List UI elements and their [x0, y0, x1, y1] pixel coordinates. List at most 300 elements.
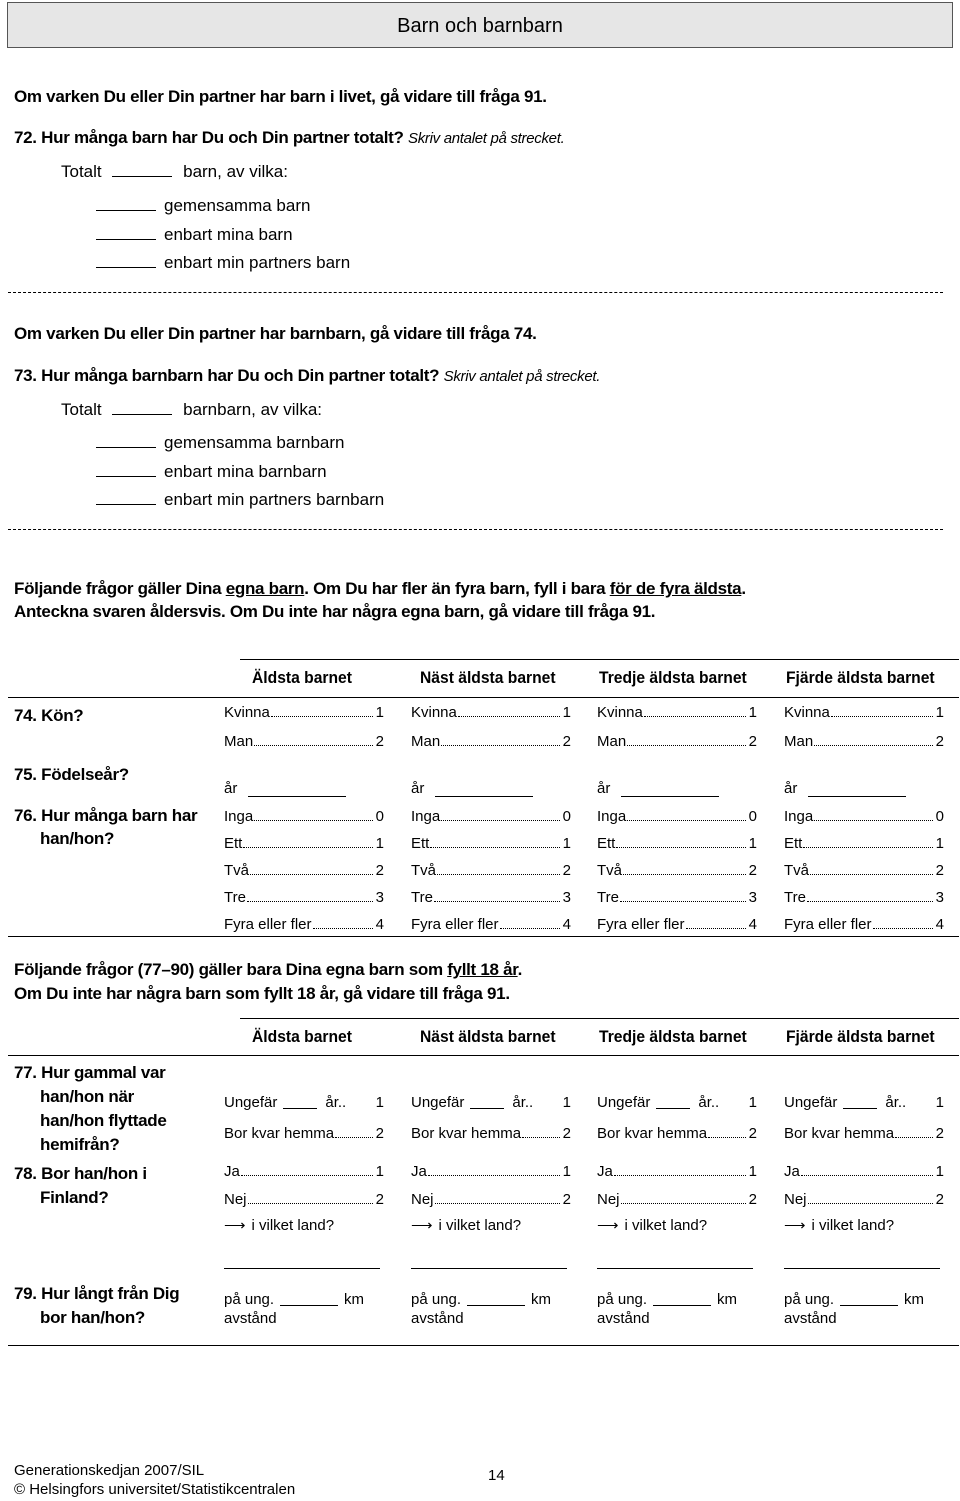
- question-78-label: 78. Bor han/hon i: [14, 1164, 147, 1183]
- option-code: 2: [935, 733, 944, 750]
- option-code: 2: [935, 1125, 944, 1142]
- option-label: Inga: [411, 808, 441, 825]
- option-code: 4: [562, 916, 571, 933]
- option-code: 2: [748, 1191, 757, 1208]
- option-label: Tre: [597, 889, 619, 906]
- leader-dots: [708, 1125, 746, 1138]
- leader-dots: [435, 1191, 560, 1204]
- intro-73: Om varken Du eller Din partner har barnbarn, gå vidare till fråga 74.: [14, 324, 537, 343]
- option-code: 1: [375, 1163, 384, 1180]
- option-children-count[interactable]: [784, 862, 944, 879]
- leader-dots: [458, 704, 560, 717]
- info-text-2b: Om Du inte har några barn som fyllt 18 år, gå vidare till fråga 91.: [14, 984, 510, 1003]
- leader-dots: [434, 889, 560, 902]
- leader-dots: [808, 1191, 933, 1204]
- column-header: Tredje äldsta barnet: [599, 668, 747, 687]
- leader-dots: [616, 835, 745, 848]
- arrow-right-icon: ⟶: [597, 1217, 619, 1234]
- option-code: 1: [375, 1094, 384, 1111]
- option-label: Nej: [224, 1191, 247, 1208]
- page-number: 14: [488, 1467, 505, 1484]
- arrow-right-icon: ⟶: [411, 1217, 433, 1234]
- option-label: Man: [224, 733, 254, 750]
- option-code: 3: [935, 889, 944, 906]
- option-children-count[interactable]: [411, 808, 571, 825]
- item-label: enbart min partners barnbarn: [164, 490, 385, 509]
- option-man[interactable]: [411, 733, 571, 750]
- header-bar: [7, 2, 953, 48]
- option-children-count[interactable]: [224, 835, 384, 852]
- which-country-prompt: [597, 1216, 707, 1234]
- option-code: 0: [748, 808, 757, 825]
- option-ungefar[interactable]: [411, 1094, 571, 1111]
- column-header: Fjärde äldsta barnet: [786, 668, 935, 687]
- option-code: 1: [748, 1163, 757, 1180]
- option-label: Två: [784, 862, 810, 879]
- leader-dots: [831, 704, 933, 717]
- total-suffix: barn, av vilka:: [183, 162, 288, 181]
- distance-field[interactable]: [280, 1291, 338, 1306]
- leader-dots: [623, 862, 746, 875]
- option-code: 2: [562, 1125, 571, 1142]
- option-code: 1: [935, 704, 944, 721]
- option-children-count[interactable]: [784, 835, 944, 852]
- birth-year-label: år: [224, 780, 238, 797]
- age-field[interactable]: [656, 1094, 690, 1109]
- item-row: [96, 462, 327, 482]
- option-code: 2: [375, 733, 384, 750]
- item-row: [96, 433, 344, 453]
- option-code: 1: [562, 1163, 571, 1180]
- leader-dots: [441, 733, 559, 746]
- info-part: . Om Du har fler än fyra barn, fyll i bara: [304, 579, 610, 598]
- distance-label: på ung.: [597, 1291, 648, 1308]
- option-ja[interactable]: [597, 1163, 757, 1180]
- option-nej[interactable]: [224, 1191, 384, 1208]
- birth-year-label: år: [597, 780, 611, 797]
- info-part: Följande frågor gäller Dina: [14, 579, 226, 598]
- option-code: 1: [562, 704, 571, 721]
- option-label: år..: [885, 1094, 907, 1111]
- arrow-right-icon: ⟶: [784, 1217, 806, 1234]
- distance-unit: km: [717, 1291, 738, 1308]
- option-code: 2: [562, 733, 571, 750]
- leader-dots: [807, 889, 933, 902]
- instruction-72: Skriv antalet på strecket.: [408, 130, 565, 147]
- column-header: Fjärde äldsta barnet: [786, 1027, 935, 1046]
- option-code: 3: [748, 889, 757, 906]
- option-label: Tre: [411, 889, 433, 906]
- option-code: 2: [748, 1125, 757, 1142]
- count-field[interactable]: [96, 253, 156, 268]
- option-bor-kvar-hemma[interactable]: [784, 1125, 944, 1142]
- option-kvinna[interactable]: [411, 704, 571, 721]
- question-75-label: 75. Födelseår?: [14, 765, 129, 784]
- spacer: [533, 1094, 562, 1111]
- footer-line-1: Generationskedjan 2007/SIL: [14, 1462, 205, 1479]
- option-code: 4: [748, 916, 757, 933]
- followup-label: i vilket land?: [438, 1217, 522, 1234]
- item-label: enbart min partners barn: [164, 253, 351, 272]
- option-children-count[interactable]: [411, 889, 571, 906]
- option-children-count[interactable]: [224, 916, 384, 933]
- option-label: Två: [224, 862, 250, 879]
- distance-label: på ung.: [784, 1291, 835, 1308]
- leader-dots: [627, 733, 745, 746]
- leader-dots: [803, 835, 932, 848]
- column-header: Näst äldsta barnet: [420, 668, 556, 687]
- option-children-count[interactable]: [224, 862, 384, 879]
- option-code: 3: [562, 889, 571, 906]
- table-top-rule: [240, 659, 959, 660]
- total-row-73: [61, 400, 322, 420]
- leader-dots: [522, 1125, 560, 1138]
- intro-72: Om varken Du eller Din partner har barn i livet, gå vidare till fråga 91.: [14, 87, 547, 106]
- followup-label: i vilket land?: [251, 1217, 335, 1234]
- option-label: Ungefär: [597, 1094, 651, 1111]
- option-ja[interactable]: [411, 1163, 571, 1180]
- option-code: 0: [562, 808, 571, 825]
- item-label: enbart mina barn: [164, 225, 293, 244]
- option-nej[interactable]: [411, 1191, 571, 1208]
- leader-dots: [437, 862, 560, 875]
- option-code: 1: [935, 1094, 944, 1111]
- option-label: Två: [411, 862, 437, 879]
- option-label: Inga: [597, 808, 627, 825]
- option-code: 1: [562, 1094, 571, 1111]
- option-code: 1: [748, 704, 757, 721]
- question-77-label: 77. Hur gammal var: [14, 1063, 166, 1082]
- spacer: [906, 1094, 935, 1111]
- spacer: [719, 1094, 748, 1111]
- option-label: år..: [325, 1094, 347, 1111]
- leader-dots: [810, 862, 933, 875]
- which-country-prompt: [784, 1216, 894, 1234]
- option-label: Fyra eller fler: [784, 916, 872, 933]
- leader-dots: [335, 1125, 373, 1138]
- info-text-2: [14, 960, 522, 980]
- info-part: .: [517, 960, 523, 979]
- option-code: 2: [375, 862, 384, 879]
- option-code: 1: [935, 1163, 944, 1180]
- option-label: Bor kvar hemma: [597, 1125, 708, 1142]
- leader-dots: [873, 916, 933, 929]
- leader-dots: [247, 889, 373, 902]
- distance-row: [597, 1291, 757, 1308]
- option-label: Ett: [224, 835, 243, 852]
- option-kvinna[interactable]: [597, 704, 757, 721]
- leader-dots: [243, 835, 372, 848]
- total-grandchildren-field[interactable]: [112, 400, 172, 415]
- leader-dots: [614, 1163, 746, 1176]
- question-74-label: 74. Kön?: [14, 706, 84, 725]
- leader-dots: [801, 1163, 933, 1176]
- option-children-count[interactable]: [784, 916, 944, 933]
- leader-dots: [428, 1163, 560, 1176]
- column-header: Äldsta barnet: [252, 1027, 352, 1046]
- info-text-1b: Anteckna svaren åldersvis. Om Du inte har några egna barn, gå vidare till fråga 91.: [14, 602, 656, 621]
- leader-dots: [686, 916, 746, 929]
- birth-year-field[interactable]: [621, 796, 719, 797]
- option-label: Bor kvar hemma: [784, 1125, 895, 1142]
- option-label: Kvinna: [411, 704, 457, 721]
- option-code: 2: [935, 1191, 944, 1208]
- option-ungefar[interactable]: [597, 1094, 757, 1111]
- option-label: Bor kvar hemma: [224, 1125, 335, 1142]
- option-label: Inga: [784, 808, 814, 825]
- option-label: Man: [597, 733, 627, 750]
- option-code: 2: [748, 862, 757, 879]
- option-label: Fyra eller fler: [411, 916, 499, 933]
- option-ungefar[interactable]: [224, 1094, 384, 1111]
- option-ja[interactable]: [224, 1163, 384, 1180]
- option-label: Kvinna: [597, 704, 643, 721]
- info-underlined: egna barn: [225, 579, 305, 598]
- option-label: Tre: [784, 889, 806, 906]
- total-suffix: barnbarn, av vilka:: [183, 400, 323, 419]
- option-code: 2: [375, 1191, 384, 1208]
- total-prefix: Totalt: [61, 162, 102, 181]
- question-77-label-2: han/hon när: [40, 1087, 134, 1106]
- option-children-count[interactable]: [597, 808, 757, 825]
- option-code: 1: [748, 835, 757, 852]
- table-header-rule: [8, 1055, 959, 1056]
- leader-dots: [248, 1191, 373, 1204]
- item-label: gemensamma barn: [164, 196, 311, 215]
- option-children-count[interactable]: [597, 889, 757, 906]
- option-bor-kvar-hemma[interactable]: [597, 1125, 757, 1142]
- question-72-text: 72. Hur många barn har Du och Din partner totalt?: [14, 128, 404, 147]
- birth-year-field[interactable]: [435, 796, 533, 797]
- question-77-label-4: hemifrån?: [40, 1135, 120, 1154]
- info-part: .: [741, 579, 746, 598]
- option-code: 4: [935, 916, 944, 933]
- option-kvinna[interactable]: [224, 704, 384, 721]
- option-label: Nej: [784, 1191, 807, 1208]
- option-label: år..: [512, 1094, 534, 1111]
- option-label: Fyra eller fler: [597, 916, 685, 933]
- column-header: Äldsta barnet: [252, 668, 352, 687]
- arrow-right-icon: ⟶: [224, 1217, 246, 1234]
- option-code: 1: [748, 1094, 757, 1111]
- count-field[interactable]: [96, 433, 156, 448]
- option-ja[interactable]: [784, 1163, 944, 1180]
- leader-dots: [814, 733, 932, 746]
- birth-year-field[interactable]: [248, 796, 346, 797]
- option-code: 1: [935, 835, 944, 852]
- option-man[interactable]: [597, 733, 757, 750]
- option-label: Ungefär: [784, 1094, 838, 1111]
- leader-dots: [271, 704, 373, 717]
- option-label: Ja: [597, 1163, 613, 1180]
- question-79-label: 79. Hur långt från Dig: [14, 1284, 180, 1303]
- column-header: Tredje äldsta barnet: [599, 1027, 747, 1046]
- age-field[interactable]: [283, 1094, 317, 1109]
- distance-field[interactable]: [653, 1291, 711, 1306]
- option-label: Nej: [411, 1191, 434, 1208]
- option-label: Ungefär: [224, 1094, 278, 1111]
- option-children-count[interactable]: [597, 835, 757, 852]
- option-label: Ja: [411, 1163, 427, 1180]
- option-children-count[interactable]: [411, 916, 571, 933]
- distance-field[interactable]: [840, 1291, 898, 1306]
- option-label: Ett: [597, 835, 616, 852]
- country-field[interactable]: [411, 1268, 567, 1269]
- distance-unit: km: [344, 1291, 365, 1308]
- leader-dots: [250, 862, 373, 875]
- option-children-count[interactable]: [411, 862, 571, 879]
- option-nej[interactable]: [784, 1191, 944, 1208]
- option-code: 3: [375, 889, 384, 906]
- option-nej[interactable]: [597, 1191, 757, 1208]
- divider: [8, 529, 943, 530]
- total-prefix: Totalt: [61, 400, 102, 419]
- option-children-count[interactable]: [784, 808, 944, 825]
- info-text-1: [14, 579, 746, 599]
- option-code: 2: [562, 862, 571, 879]
- item-row: [96, 253, 350, 273]
- option-label: Ja: [784, 1163, 800, 1180]
- birth-year-field[interactable]: [808, 796, 906, 797]
- option-kvinna[interactable]: [784, 704, 944, 721]
- leader-dots: [814, 808, 932, 821]
- age-field[interactable]: [470, 1094, 504, 1109]
- option-label: Kvinna: [784, 704, 830, 721]
- option-code: 2: [748, 733, 757, 750]
- total-row-72: [61, 162, 288, 182]
- total-children-field[interactable]: [112, 162, 172, 177]
- item-row: [96, 490, 384, 510]
- option-code: 0: [375, 808, 384, 825]
- question-76-label: 76. Hur många barn har: [14, 806, 198, 825]
- option-label: Ungefär: [411, 1094, 465, 1111]
- option-bor-kvar-hemma[interactable]: [224, 1125, 384, 1142]
- table-bottom-rule: [8, 1345, 959, 1346]
- instruction-73: Skriv antalet på strecket.: [443, 368, 601, 385]
- leader-dots: [621, 1191, 746, 1204]
- distance-unit: km: [531, 1291, 552, 1308]
- distance-label-2: avstånd: [597, 1310, 650, 1327]
- distance-row: [224, 1291, 384, 1308]
- followup-label: i vilket land?: [811, 1217, 895, 1234]
- option-label: Inga: [224, 808, 254, 825]
- info-part: Följande frågor (77–90) gäller bara Dina egna barn som: [14, 960, 448, 979]
- spacer: [346, 1094, 375, 1111]
- divider: [8, 292, 943, 293]
- info-underlined: fyllt 18 år: [447, 960, 518, 979]
- item-row: [96, 225, 293, 245]
- option-label: Ett: [784, 835, 803, 852]
- count-field[interactable]: [96, 196, 156, 211]
- option-label: Bor kvar hemma: [411, 1125, 522, 1142]
- option-code: 1: [562, 835, 571, 852]
- question-77-label-3: han/hon flyttade: [40, 1111, 167, 1130]
- leader-dots: [254, 733, 372, 746]
- question-79-label-2: bor han/hon?: [40, 1308, 145, 1327]
- option-code: 2: [935, 862, 944, 879]
- leader-dots: [254, 808, 372, 821]
- distance-label: på ung.: [224, 1291, 275, 1308]
- option-children-count[interactable]: [784, 889, 944, 906]
- leader-dots: [241, 1163, 373, 1176]
- option-code: 4: [375, 916, 384, 933]
- question-72: [14, 128, 564, 148]
- footer-line-2: © Helsingfors universitet/Statistikcentralen: [14, 1481, 296, 1498]
- option-label: Två: [597, 862, 623, 879]
- distance-label-2: avstånd: [784, 1310, 837, 1327]
- option-label: Kvinna: [224, 704, 270, 721]
- option-label: Ja: [224, 1163, 240, 1180]
- option-label: Man: [784, 733, 814, 750]
- option-label: Fyra eller fler: [224, 916, 312, 933]
- leader-dots: [313, 916, 373, 929]
- question-76-label-2: han/hon?: [40, 829, 115, 848]
- item-label: gemensamma barnbarn: [164, 433, 345, 452]
- option-code: 1: [375, 835, 384, 852]
- option-label: Tre: [224, 889, 246, 906]
- item-label: enbart mina barnbarn: [164, 462, 327, 481]
- option-label: Nej: [597, 1191, 620, 1208]
- leader-dots: [620, 889, 746, 902]
- option-label: Man: [411, 733, 441, 750]
- option-label: Ett: [411, 835, 430, 852]
- age-field[interactable]: [843, 1094, 877, 1109]
- option-code: 1: [375, 704, 384, 721]
- option-children-count[interactable]: [597, 916, 757, 933]
- count-field[interactable]: [96, 225, 156, 240]
- option-code: 0: [935, 808, 944, 825]
- option-children-count[interactable]: [597, 862, 757, 879]
- option-bor-kvar-hemma[interactable]: [411, 1125, 571, 1142]
- distance-row: [784, 1291, 944, 1308]
- option-children-count[interactable]: [224, 808, 384, 825]
- leader-dots: [895, 1125, 933, 1138]
- distance-unit: km: [904, 1291, 925, 1308]
- option-code: 2: [375, 1125, 384, 1142]
- followup-label: i vilket land?: [624, 1217, 708, 1234]
- distance-field[interactable]: [467, 1291, 525, 1306]
- leader-dots: [441, 808, 559, 821]
- leader-dots: [644, 704, 746, 717]
- which-country-prompt: [224, 1216, 334, 1234]
- option-children-count[interactable]: [411, 835, 571, 852]
- option-ungefar[interactable]: [784, 1094, 944, 1111]
- table-top-rule: [240, 1018, 959, 1019]
- question-73: [14, 366, 600, 386]
- option-label: år..: [698, 1094, 720, 1111]
- country-field[interactable]: [784, 1268, 940, 1269]
- leader-dots: [627, 808, 745, 821]
- table-header-rule: [8, 697, 959, 698]
- option-man[interactable]: [784, 733, 944, 750]
- page-title: Barn och barnbarn: [397, 15, 563, 37]
- distance-label-2: avstånd: [411, 1310, 464, 1327]
- option-man[interactable]: [224, 733, 384, 750]
- country-field[interactable]: [224, 1268, 380, 1269]
- count-field[interactable]: [96, 490, 156, 505]
- info-underlined: för de fyra äldsta: [609, 579, 742, 598]
- birth-year-label: år: [784, 780, 798, 797]
- option-code: 2: [562, 1191, 571, 1208]
- country-field[interactable]: [597, 1268, 753, 1269]
- question-78-label-2: Finland?: [40, 1188, 109, 1207]
- count-field[interactable]: [96, 462, 156, 477]
- distance-label: på ung.: [411, 1291, 462, 1308]
- birth-year-label: år: [411, 780, 425, 797]
- item-row: [96, 196, 310, 216]
- option-children-count[interactable]: [224, 889, 384, 906]
- leader-dots: [430, 835, 559, 848]
